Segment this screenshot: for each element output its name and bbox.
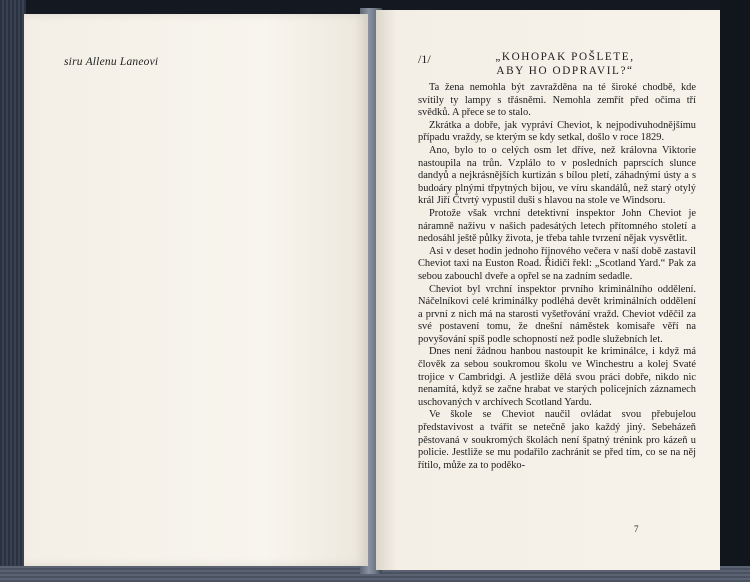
right-page xyxy=(376,10,720,570)
chapter-title xyxy=(460,50,670,78)
cover-board-left xyxy=(0,0,26,582)
paragraph: Zkrátka a dobře, jak vypráví Cheviot, k nejpodivuhodnějšímu případu vraždy, se kterým se kdy setkal, došlo v roce 1829. xyxy=(418,119,696,144)
chapter-title-line-2: ABY HO ODPRAVIL?“ xyxy=(496,65,634,77)
paragraph: Ano, bylo to o celých osm let dříve, než královna Viktorie nastoupila na trůn. Vzplálo to v posledních paprscích slunce dandyů a nejkrásnějších kurtizán s bílou pletí, záhadnými ústy a s budoáry plnými třpytných bijou, ve víru skandálů, než starý otylý král Jiří Čtvrtý vypustil duši s hlavou na stole ve Windsoru. xyxy=(418,144,696,207)
dedication-text: siru Allenu Laneovi xyxy=(64,56,159,68)
paragraph: Cheviot byl vrchní inspektor prvního kriminálního oddělení. Náčelníkovi celé kriminálky podléhá devět kriminálních oddělení a první z nich má na starosti vyšetřování vražd. Cheviot vděčil za své postavení tomu, že dnešní náměstek komisaře věří na povyšování spíš podle schopností než podle služebních let. xyxy=(418,283,696,345)
paragraph: Ta žena nemohla být zavražděna na té široké chodbě, kde svítily ty lampy s třásněmi. Nemohla zemřít před očima tří svědků. A přece se to stalo. xyxy=(418,82,696,119)
left-page xyxy=(24,14,368,566)
cover-board-right xyxy=(720,0,750,582)
paragraph: Asi v deset hodin jednoho říjnového večera v naší době zastavil Cheviot taxi na Euston Road. Řidiči řekl: „Scotland Yard.“ Pak za sebou zabouchl dveře a opřel se na zadním sedadle. xyxy=(418,245,696,282)
paragraph: Ve škole se Cheviot naučil ovládat svou přebujelou představivost a tvářit se netečně jako každý jiný. Sebeházeň pěstovaná v soukromých školách není špatný trénink pro kázeň u policie. Jestliže se mu podařilo zachránit se před tím, co se na něj řítilo, může za to poděko- xyxy=(418,409,696,471)
paragraph: Dnes není žádnou hanbou nastoupit ke kriminálce, i když má člověk za sebou soukromou školu ve Winchestru a kolej Svaté trojice v Cambridgi. A jestliže dělá svou práci dobře, nikdo nic nenamítá, když se začne hrabat ve starých policejních záznamech uschovaných v archívech Scotland Yardu. xyxy=(418,346,696,408)
chapter-number: /1/ xyxy=(418,52,431,66)
page-number: 7 xyxy=(634,524,639,534)
chapter-body xyxy=(418,82,696,472)
chapter-title-line-1: „KOHOPAK POŠLETE, xyxy=(495,51,635,63)
paragraph: Protože však vrchní detektivní inspektor John Cheviot je náramně naživu v našich padesátých letech přítomného století a nedosáhl ještě půlky života, je třeba tahle tvrzení nějak vysvětlit. xyxy=(418,207,696,245)
